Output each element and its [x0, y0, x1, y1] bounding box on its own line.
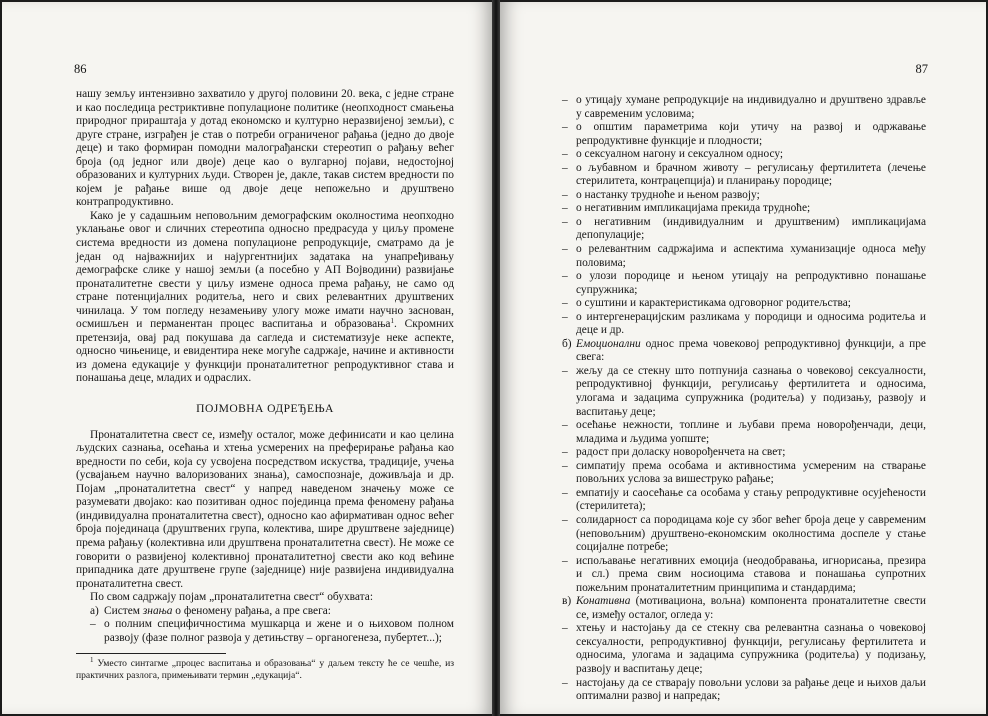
list-item: – о полним специфичностима мушкарца и жене и о њиховом полном развоју (фазе полног развоја у детињству – органогенеза, пубертет...);	[90, 618, 454, 644]
paragraph: нашу земљу интензивно захватило у другој половини 20. века, с једне стране и као последица рестриктивне популационе политике (неопходност смањења природног прираштаја у дотад економско и културно неразвијеној земљи), с друге стране, изграђен је став о потреби ограниченог рађања (једно до двоје деце) и тако формиран помодни малограђански стереотип о рађању већег броја (од једног или двоје) деце као о вулгарној појави, недостојној образованих и културних људи. Створен је, дакле, такав систем вредности по којем је рађање више од двоје деце непожељно и друштвено контрапродуктивно.	[76, 88, 454, 209]
list-item: – о негативним импликацијама прекида трудноће;	[562, 202, 811, 215]
book-gutter	[492, 0, 500, 716]
list-item: – осећање нежности, топлине и љубави према новорођенчади, деци, младима и људима уопште;	[562, 419, 926, 445]
list-item: – симпатију према особама и активностима усмереним на стварање повољних услова за вишеструко рађање;	[562, 459, 926, 486]
list-item: – испољавање негативних емоција (неодобравања, игнорисања, презира и сл.) према свим носиоцима ставова и понашања супротних пожељним пронаталитетним принципима и стандардима;	[562, 554, 926, 594]
list-item: – о суштини и карактеристикама одговорног родитељства;	[562, 297, 851, 310]
list-heading-a: а) Систем знања о феномену рађања, а пре свега:	[90, 604, 331, 617]
list-item: – хтењу и настојању да се стекну сва релевантна сазнања о човековој сексуалности, репродуктивној функцији, регулисању фертилитета и односима, улогама и задацима супружника (родитеља) у подизању, развоју и васпитању деце;	[562, 622, 926, 675]
list-item: – о љубавном и брачном животу – регулисању фертилитета (лечење стерилитета, контрацепција) и планирању породице;	[562, 161, 926, 188]
list-item: – о интергенерацијским разликама у породици и односима родитеља и деце и др.	[562, 310, 926, 337]
footnote-divider	[76, 653, 226, 654]
footnote: $^1$ Уместо синтагме „процес васпитања и образовања“ у даљем тексту ће се чешће, из практичних разлога, примењивати термин „едукација“.	[76, 656, 454, 681]
list-heading-c: в) Конативна (мотивациона, вољна) компонента пронаталитетне свести се, између осталог, огледа у:	[562, 595, 926, 621]
list-item: – о релевантним садржајима и аспектима хуманизације односа међу половима;	[562, 243, 926, 269]
list-heading-b: б) Емоционални однос према човековој репродуктивној функцији, а пре свега:	[562, 337, 926, 364]
list-item: – солидарност са породицама које су због већег броја деце у савременим (неповољним) друштвено-економским околностима доспеле у стање социјалне потребе;	[562, 513, 926, 554]
paragraph: Пронаталитетна свест се, између осталог, може дефинисати и као целина људских сазнања, осећања и хтења усмерених на преферирање рађања као вредности по себи, која су усвојена посредством искуства, традиције, учења (усвајањем научно валоризованих знања), самоспознаје, доживљаја и др. Појам „пронаталитетна свест“ у напред наведеном значењу може се разумевати двојако: као позитиван однос појединца према феномену рађања (индивидуална пронаталитетна свест), односно као афирмативан однос већег броја појединаца (друштвених група, колектива, шире друштвене заједнице) према рађању (колективна или друштвена пронаталитетна свест). Не може се говорити о развијеној колективној пронаталитетној свести ако код већине припадника дате друштвене групе (заједнице) није развијена индивидуална пронаталитетна свест.	[76, 428, 454, 590]
page-number-left: 86	[74, 62, 87, 76]
list-item: – радост при доласку новорођенчета на свет;	[562, 446, 786, 459]
left-page-body	[76, 88, 454, 681]
emotional-list	[562, 365, 926, 595]
list-item: – жељу да се стекну што потпунија сазнања о човековој сексуалности, репродуктивној функцији, регулисању фертилитета и односима, улогама и задацима супружника (родитеља) у подизању, развоју и васпитању деце;	[562, 364, 926, 418]
page-number-right: 87	[915, 62, 928, 76]
list-item: – о улози породице и њеном утицају на репродуктивно понашање супружника;	[562, 270, 926, 296]
conative-list	[562, 622, 926, 703]
left-page	[2, 2, 492, 714]
list-item: – о сексуалном нагону и сексуалном односу;	[562, 148, 784, 161]
list-item: – о утицају хумане репродукције на индивидуално и друштвено здравље у савременим условима;	[562, 94, 926, 120]
section-heading: ПОЈМОВНА ОДРЕЂЕЊА	[196, 402, 334, 416]
list-item: – настојању да се стварају повољни услови за рађање деце и њихов даљи оптимални развој и напредак;	[562, 676, 926, 703]
paragraph: Како је у садашњим неповољним демографским околностима неопходно уклањање овог и сличних стереотипа односно предрасуда у циљу промене система вредности из домена популационе репродукције, сматрамо да је један од најважнијих и најургентнијих задатака на унапређивању демографске слике у нашој земљи (а посебно у АП Војводини) развијање пронаталитетне свести у циљу измене односа према рађању, не само од стране потенцијалних родитеља, него и свих релевантних друштвених чинилаца. У том погледу незамењиву улогу може имати научно заснован, осмишљен и перманентан процес васпитања и образовања$^1$. Скромних претензија, овај рад покушава да сагледа и систематизује неке аспекте, односно чињенице, и евидентира неке могуће садржаје, начине и активности из домена едукације у функцији пронаталитетног репродуктивног става и понашања деце, младих и одраслих.	[76, 209, 454, 385]
list-item: – о општим параметрима који утичу на развој и одржавање репродуктивне функције и плодности;	[562, 121, 926, 147]
footnote-reference: 1	[390, 317, 394, 326]
right-page-body	[562, 94, 926, 704]
right-page	[500, 2, 986, 714]
list-item: – о негативним (индивидуалним и друштвеним) импликацијама депопулације;	[562, 215, 926, 242]
knowledge-list	[562, 94, 926, 338]
paragraph: По свом садржају појам „пронаталитетна свест“ обухвата:	[90, 591, 373, 604]
list-item: – о настанку трудноће и њеном развоју;	[562, 188, 760, 201]
list-item: – емпатију и саосећање са особама у стању репродуктивне осујећености (стерилитета);	[562, 486, 926, 513]
